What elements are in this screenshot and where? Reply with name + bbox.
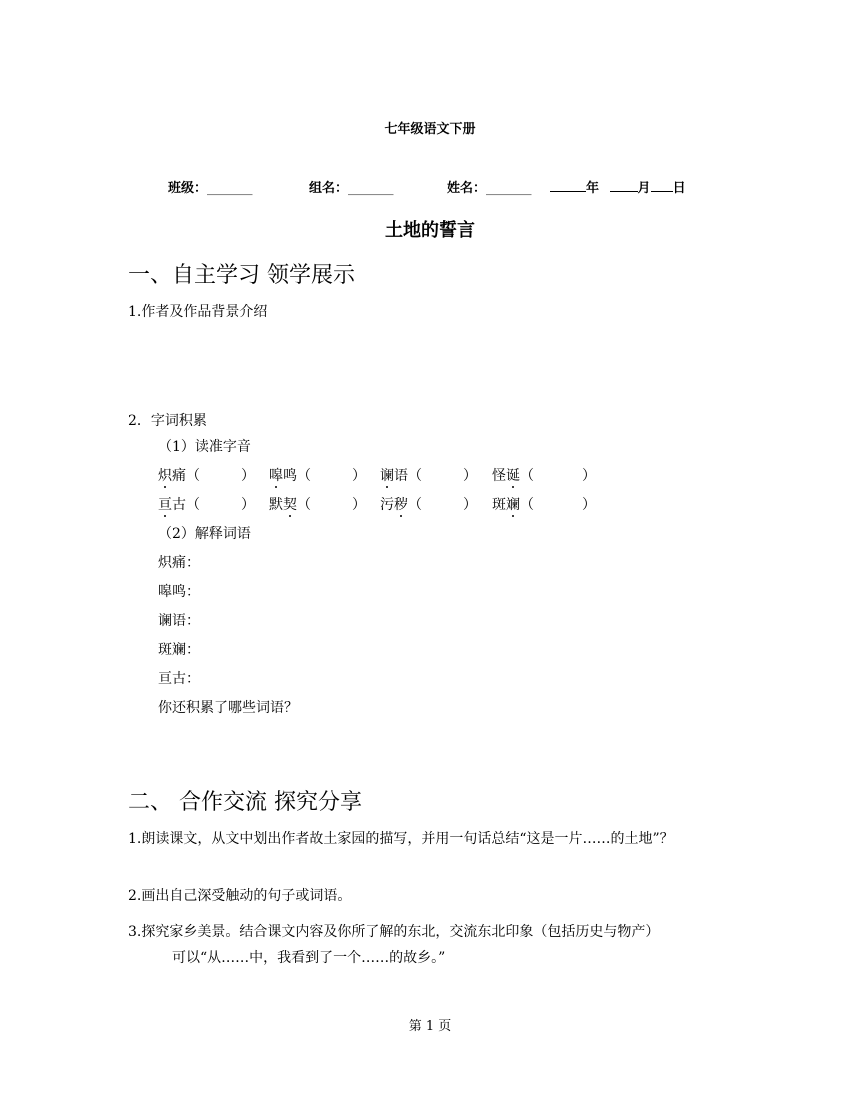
day-label: 日 — [672, 181, 686, 196]
term-item: 斑斓： — [158, 642, 200, 658]
pronunciation-item: 怪诞（ — [492, 468, 534, 484]
class-label: 班级： — [168, 181, 208, 196]
pronunciation-item: 嗥鸣（ — [269, 468, 311, 484]
pronunciation-close: ） — [463, 468, 477, 484]
year-label: 年 — [586, 181, 600, 196]
question-2: 2.画出自己深受触动的句子或词语。 — [128, 888, 352, 904]
name-label: 姓名： — [447, 181, 487, 196]
pronunciation-item: 默契（ — [269, 497, 311, 513]
term-item: 亘古： — [158, 671, 200, 687]
pronunciation-item: 亘古（ — [158, 497, 200, 513]
group-field — [309, 177, 394, 196]
name-field — [447, 177, 532, 196]
pronunciation-close: ） — [582, 468, 596, 484]
lesson-title: 土地的誓言 — [385, 220, 475, 241]
question-1: 1.朗读课文，从文中划出作者故土家园的描写，并用一句话总结“这是一片……的土地”？ — [128, 831, 674, 847]
document-header: 七年级语文下册 — [384, 122, 476, 137]
question-3-hint: 可以“从……中，我看到了一个……的故乡。” — [172, 950, 446, 966]
name-blank: _______ — [486, 181, 532, 196]
pronunciation-close: ） — [352, 468, 366, 484]
pronunciation-close: ） — [241, 468, 255, 484]
date-field — [550, 177, 686, 196]
class-blank: _______ — [207, 181, 253, 196]
term-item: 谰语： — [158, 613, 200, 629]
pronunciation-subheading: （1）读准字音 — [158, 439, 251, 455]
pronunciation-item: 谰语（ — [380, 468, 422, 484]
pronunciation-close: ） — [463, 497, 477, 513]
month-label: 月 — [637, 181, 651, 196]
month-blank — [610, 179, 638, 192]
day-blank — [651, 179, 673, 192]
pronunciation-close: ） — [352, 497, 366, 513]
group-blank: _______ — [348, 181, 394, 196]
section1-item1: 1.作者及作品背景介绍 — [128, 304, 268, 320]
pronunciation-item: 污秽（ — [380, 497, 422, 513]
section1-heading: 一、自主学习 领学展示 — [128, 263, 355, 288]
pronunciation-close: ） — [582, 497, 596, 513]
section2-heading: 二、 合作交流 探究分享 — [128, 790, 362, 815]
class-field — [168, 177, 253, 196]
pronunciation-item: 斑斓（ — [492, 497, 534, 513]
question-3: 3.探究家乡美景。结合课文内容及你所了解的东北，交流东北印象（包括历史与物产） — [128, 924, 660, 940]
page-number: 第 1 页 — [408, 1019, 452, 1034]
year-blank — [550, 179, 586, 192]
pronunciation-close: ） — [241, 497, 255, 513]
term-item: 炽痛： — [158, 555, 200, 571]
extra-words-question: 你还积累了哪些词语？ — [158, 700, 298, 716]
term-item: 嗥鸣： — [158, 584, 200, 600]
group-label: 组名： — [309, 181, 349, 196]
explain-subheading: （2）解释词语 — [158, 526, 251, 542]
section1-item2: 2．字词积累 — [128, 413, 207, 429]
pronunciation-item: 炽痛（ — [158, 468, 200, 484]
